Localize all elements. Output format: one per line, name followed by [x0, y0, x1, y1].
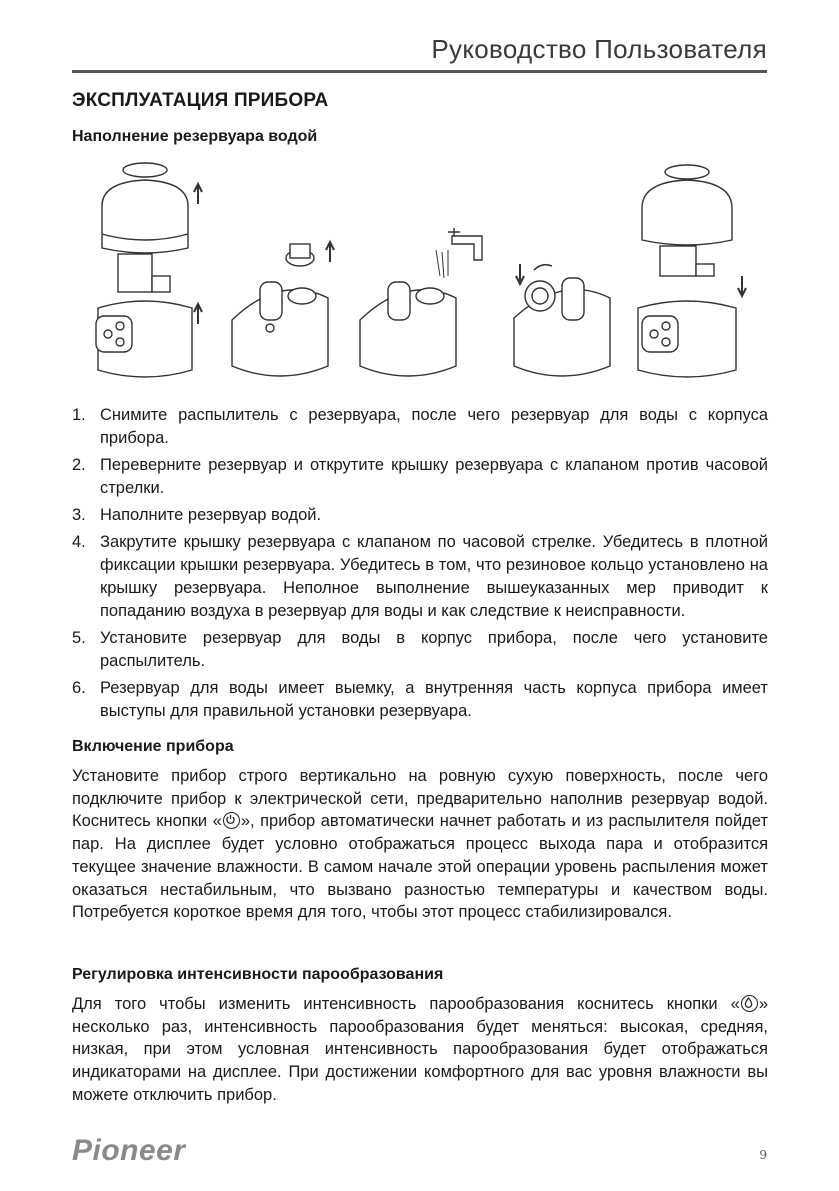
- intensity-paragraph: [72, 993, 768, 1107]
- fill-step: [72, 504, 768, 527]
- step-text: Наполните резервуар водой.: [100, 506, 322, 524]
- power-text-after: », прибор автоматически начнет работать и из распылителя пойдет пар. На дисплее будет условно отображаться процесс выхода пара и отобразится текущее значение влажности. В самом начале этой операции уровень распыления может оказаться нестабильным, что вызвано разностью температуры и качеством воды. Потребуется короткое время для того, чтобы этот процесс стабилизировался.: [72, 812, 768, 922]
- fill-step: [72, 404, 768, 450]
- fill-steps-list: [72, 404, 768, 727]
- section-title: ЭКСПЛУАТАЦИЯ ПРИБОРА: [72, 90, 329, 111]
- step4-drawing: [514, 264, 610, 376]
- intensity-text-before: Для того чтобы изменить интенсивность парообразования коснитесь кнопки «: [72, 995, 740, 1013]
- step2-drawing: [232, 242, 334, 376]
- fill-heading: Наполнение резервуара водой: [72, 128, 318, 145]
- step-text: Установите резервуар для воды в корпус прибора, после чего установите распылитель.: [100, 629, 768, 670]
- document-header-title: Руководство Пользователя: [431, 34, 767, 64]
- power-icon: [223, 812, 240, 829]
- step-number: 4.: [72, 533, 86, 551]
- fill-step: [72, 454, 768, 500]
- intensity-heading: Регулировка интенсивности парообразования: [72, 966, 444, 983]
- mist-drop-icon: [741, 995, 758, 1012]
- header-divider: [72, 70, 767, 73]
- power-text-before: Установите прибор строго вертикально на ровную сухую поверхность, после чего подключите прибор к электрической сети, предварительно наполнив резервуар водой. Коснитесь кнопки «: [72, 767, 768, 831]
- page-number: 9: [759, 1148, 767, 1162]
- power-paragraph: [72, 765, 768, 924]
- step3-drawing: [360, 228, 482, 376]
- step5-drawing: [638, 165, 746, 377]
- fill-step: [72, 677, 768, 723]
- step-text: Переверните резервуар и открутите крышку резервуара с клапаном против часовой стрелки.: [100, 456, 768, 497]
- step-text: Снимите распылитель с резервуара, после чего резервуар для воды с корпуса прибора.: [100, 406, 768, 447]
- step-number: 6.: [72, 679, 86, 697]
- filling-illustration: [90, 158, 750, 390]
- step-number: 3.: [72, 506, 86, 524]
- step-number: 1.: [72, 406, 86, 424]
- fill-step: [72, 531, 768, 623]
- step-text: Резервуар для воды имеет выемку, а внутренняя часть корпуса прибора имеет выступы для правильной установки резервуара.: [100, 679, 768, 720]
- intensity-text-after: » несколько раз, интенсивность парообразования будет меняться: высокая, средняя, низкая, при этом условная интенсивность парообразования будет отображаться индикаторами на дисплее. При достижении комфортного для вас уровня влажности вы можете отключить прибор.: [72, 995, 768, 1104]
- step-number: 2.: [72, 456, 86, 474]
- step-text: Закрутите крышку резервуара с клапаном по часовой стрелке. Убедитесь в плотной фиксации крышки резервуара. Убедитесь в том, что резиновое кольцо установлено на крышку резервуара. Неполное выполнение вышеуказанных мер приводит к попаданию воздуха в резервуар для воды и как следствие к неисправности.: [100, 533, 768, 620]
- power-heading: Включение прибора: [72, 738, 234, 755]
- fill-step: [72, 627, 768, 673]
- step-number: 5.: [72, 629, 86, 647]
- step1-drawing: [96, 163, 202, 377]
- brand-logo: Pioneer: [72, 1134, 186, 1167]
